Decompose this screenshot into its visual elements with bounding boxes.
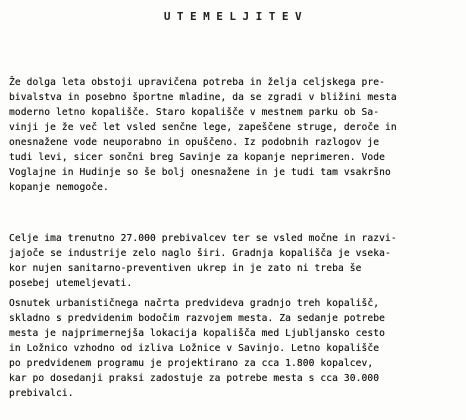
text-line: mesta je najprimernejša lokacija kopališča med Ljubljansko cesto: [9, 328, 386, 339]
text-line: posebej utemeljevati.: [9, 278, 133, 289]
document-title: UTEMELJITEV: [163, 10, 309, 23]
paragraph-2: [9, 231, 464, 291]
text-line: jajoče se industrije zelo naglo širi. Gradnja kopališča je vseka-: [9, 248, 391, 259]
text-line: tudi levi, sicer sončni breg Savinje za kopanje neprimeren. Vode: [9, 152, 386, 163]
text-line: vinji je že več let vsled senčne lege, zapeščene struge, deroče in: [9, 122, 397, 133]
text-line: po predvidenem programu je projektirano za cca 1.800 kopalcev,: [9, 358, 374, 369]
paragraph-3: [9, 296, 464, 401]
text-line: Osnutek urbanističnega načrta predvideva gradnjo treh kopališč,: [9, 298, 380, 309]
text-line: in Ložnico vzhodno od izliva Ložnice v Savinjo. Letno kopališče: [9, 343, 380, 354]
text-line: kor nujen sanitarno-preventiven ukrep in je zato ni treba še: [9, 263, 362, 274]
text-line: Celje ima trenutno 27.000 prebivalcev ter se vsled močne in razvi-: [9, 233, 397, 244]
text-line: Že dolga leta obstoji upravičena potreba in želja celjskega pre-: [9, 77, 386, 88]
text-line: bivalstva in posebno športne mladine, da se zgradi v bližini mesta: [9, 92, 397, 103]
paragraph-1: [9, 75, 464, 195]
text-line: skladno s predvidenim bodočim razvojem mesta. Za sedanje potrebe: [9, 313, 386, 324]
text-line: Voglajne in Hudinje so še bolj onesnažene in je tudi tam vsakršno: [9, 167, 391, 178]
text-line: moderno letno kopališče. Staro kopališče v mestnem parku ob Sa-: [9, 107, 380, 118]
text-line: kar po dosedanji praksi zadostuje za potrebe mesta s cca 30.000: [9, 373, 380, 384]
text-line: onesnažene vode neuporabno in opuščeno. Iz podobnih razlogov je: [9, 137, 380, 148]
text-line: kopanje nemogoče.: [9, 182, 109, 193]
text-line: prebivalci.: [9, 388, 74, 399]
